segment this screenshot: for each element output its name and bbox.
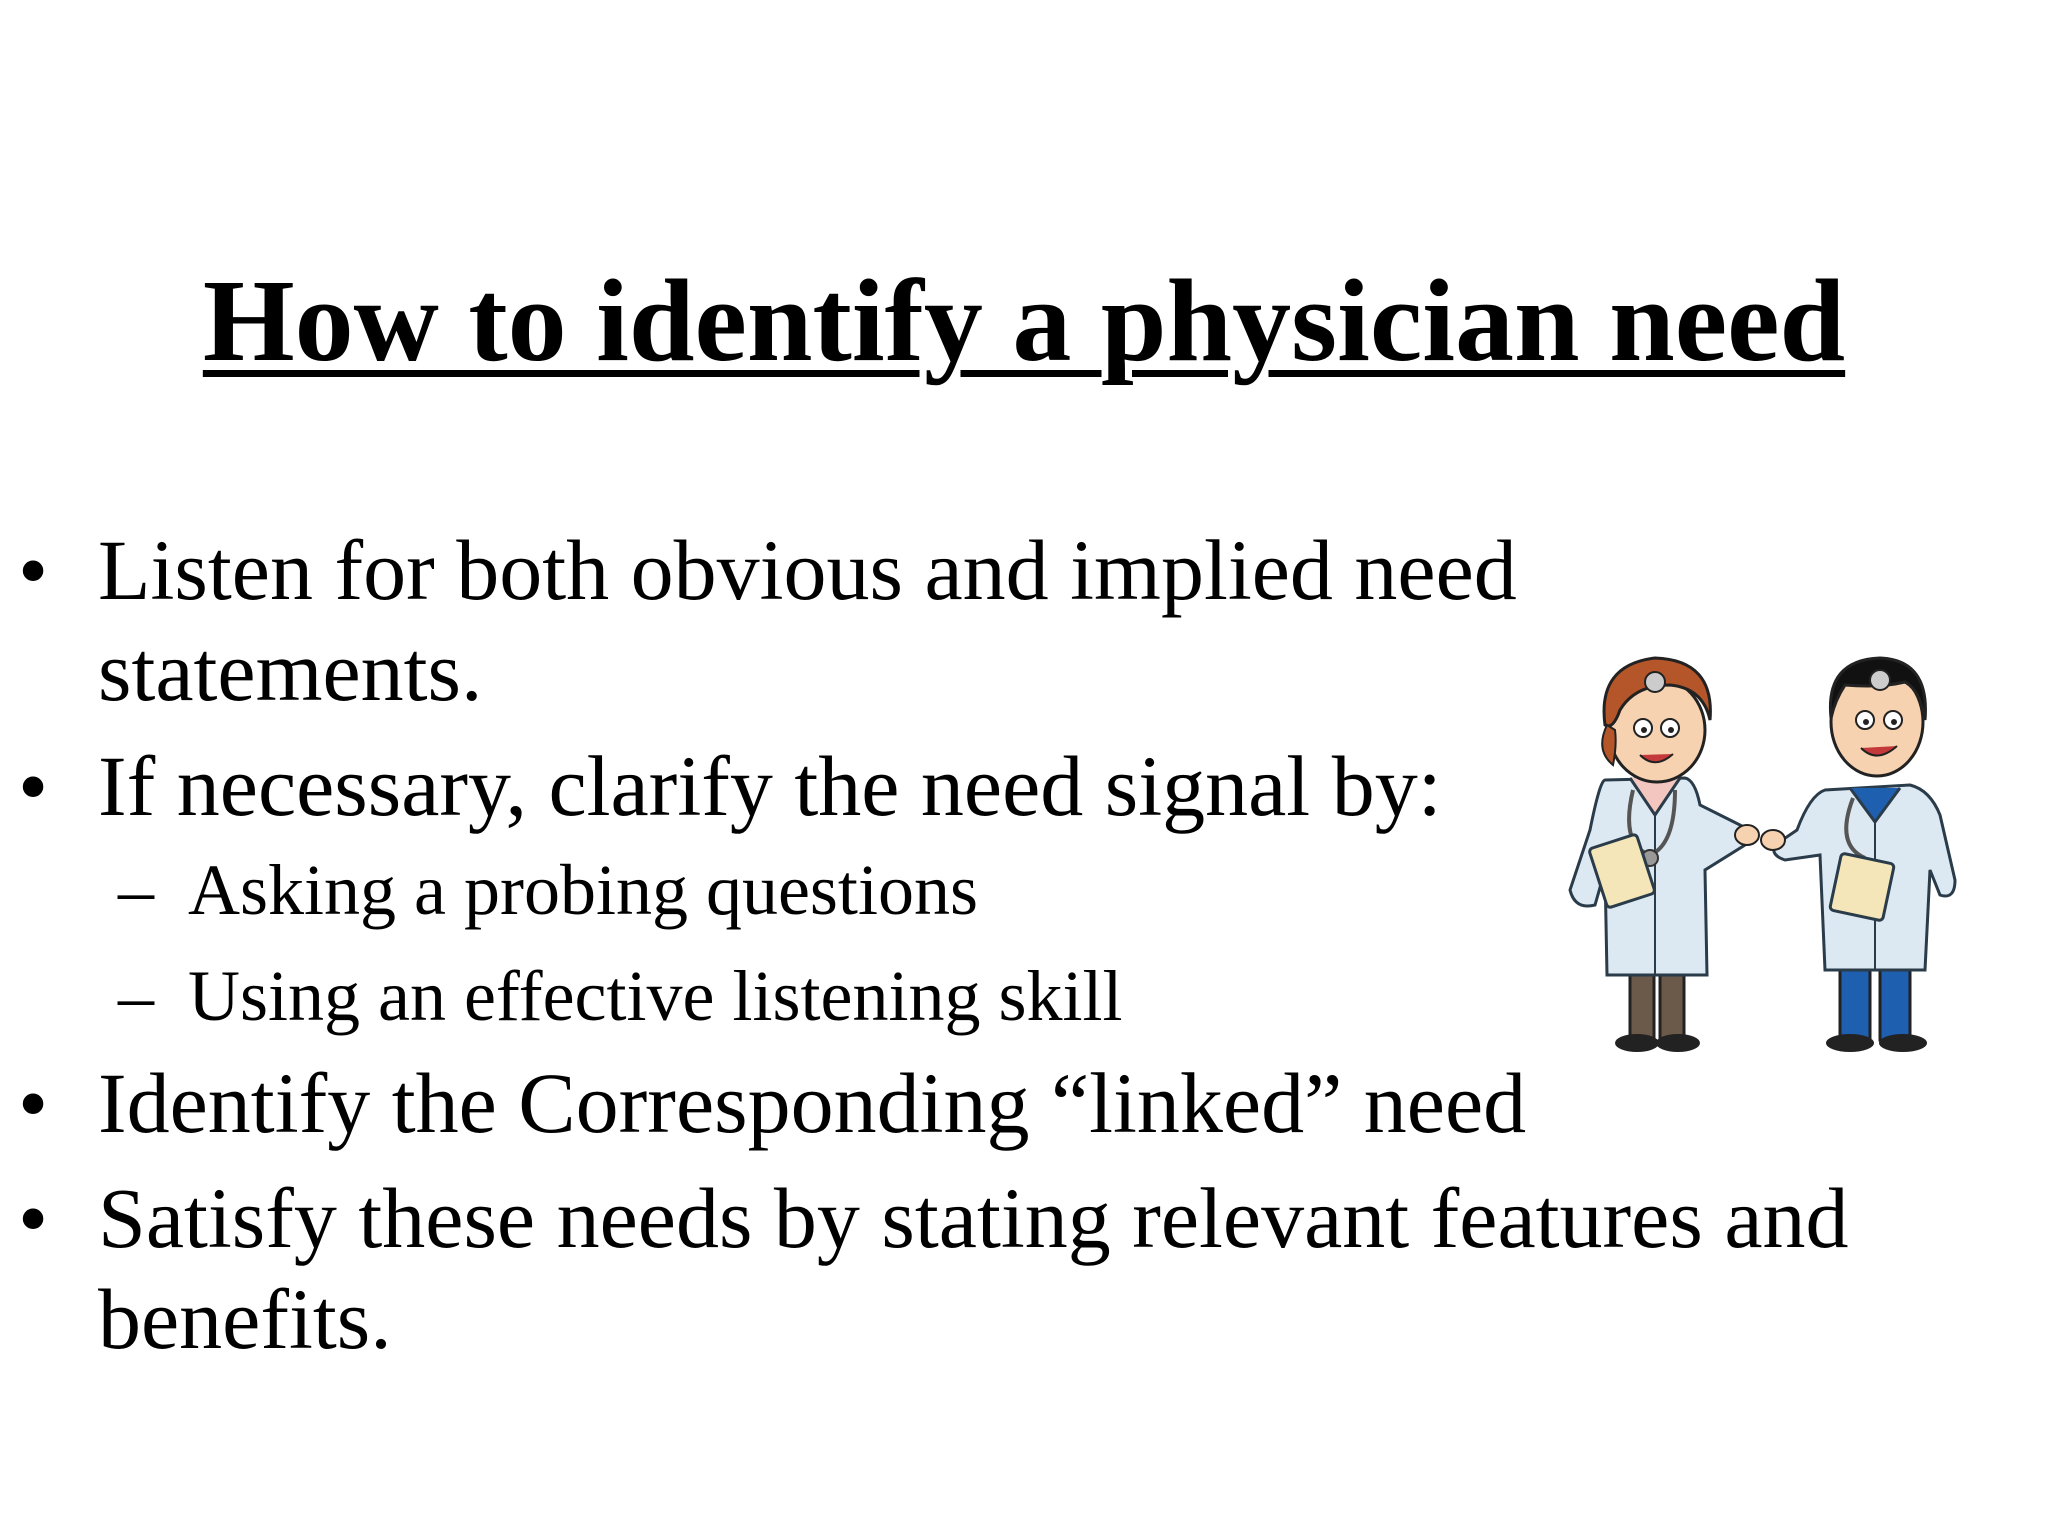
bullet-marker: • xyxy=(18,738,49,834)
bullet-marker: • xyxy=(18,1170,49,1266)
bullet-text-line: Satisfy these needs by stating relevant features and xyxy=(98,1170,1849,1266)
bullet-text-line: If necessary, clarify the need signal by: xyxy=(98,738,1442,834)
male-doctor-icon xyxy=(1761,658,1955,1052)
bullet-text-line: Identify the Corresponding “linked” need xyxy=(98,1055,1527,1151)
bullet-text-line: statements. xyxy=(98,623,483,719)
female-doctor-icon xyxy=(1570,658,1759,1052)
sub-bullet-text: Asking a probing questions xyxy=(188,850,978,930)
bullet-marker: • xyxy=(18,522,49,618)
sub-bullet-text: Using an effective listening skill xyxy=(188,956,1123,1036)
sub-bullet-marker: – xyxy=(118,956,154,1036)
bullet-item xyxy=(0,1168,2048,1370)
bullet-item xyxy=(0,736,1598,837)
bullet-text-line: Listen for both obvious and implied need xyxy=(98,522,1517,618)
sub-bullet-marker: – xyxy=(118,850,154,930)
slide-title: How to identify a physician need xyxy=(202,255,1846,386)
two-doctors-cartoon-icon xyxy=(1535,630,2035,1070)
bullet-text-line: benefits. xyxy=(98,1271,392,1367)
bullet-item xyxy=(0,520,1598,722)
bullet-marker: • xyxy=(18,1055,49,1151)
